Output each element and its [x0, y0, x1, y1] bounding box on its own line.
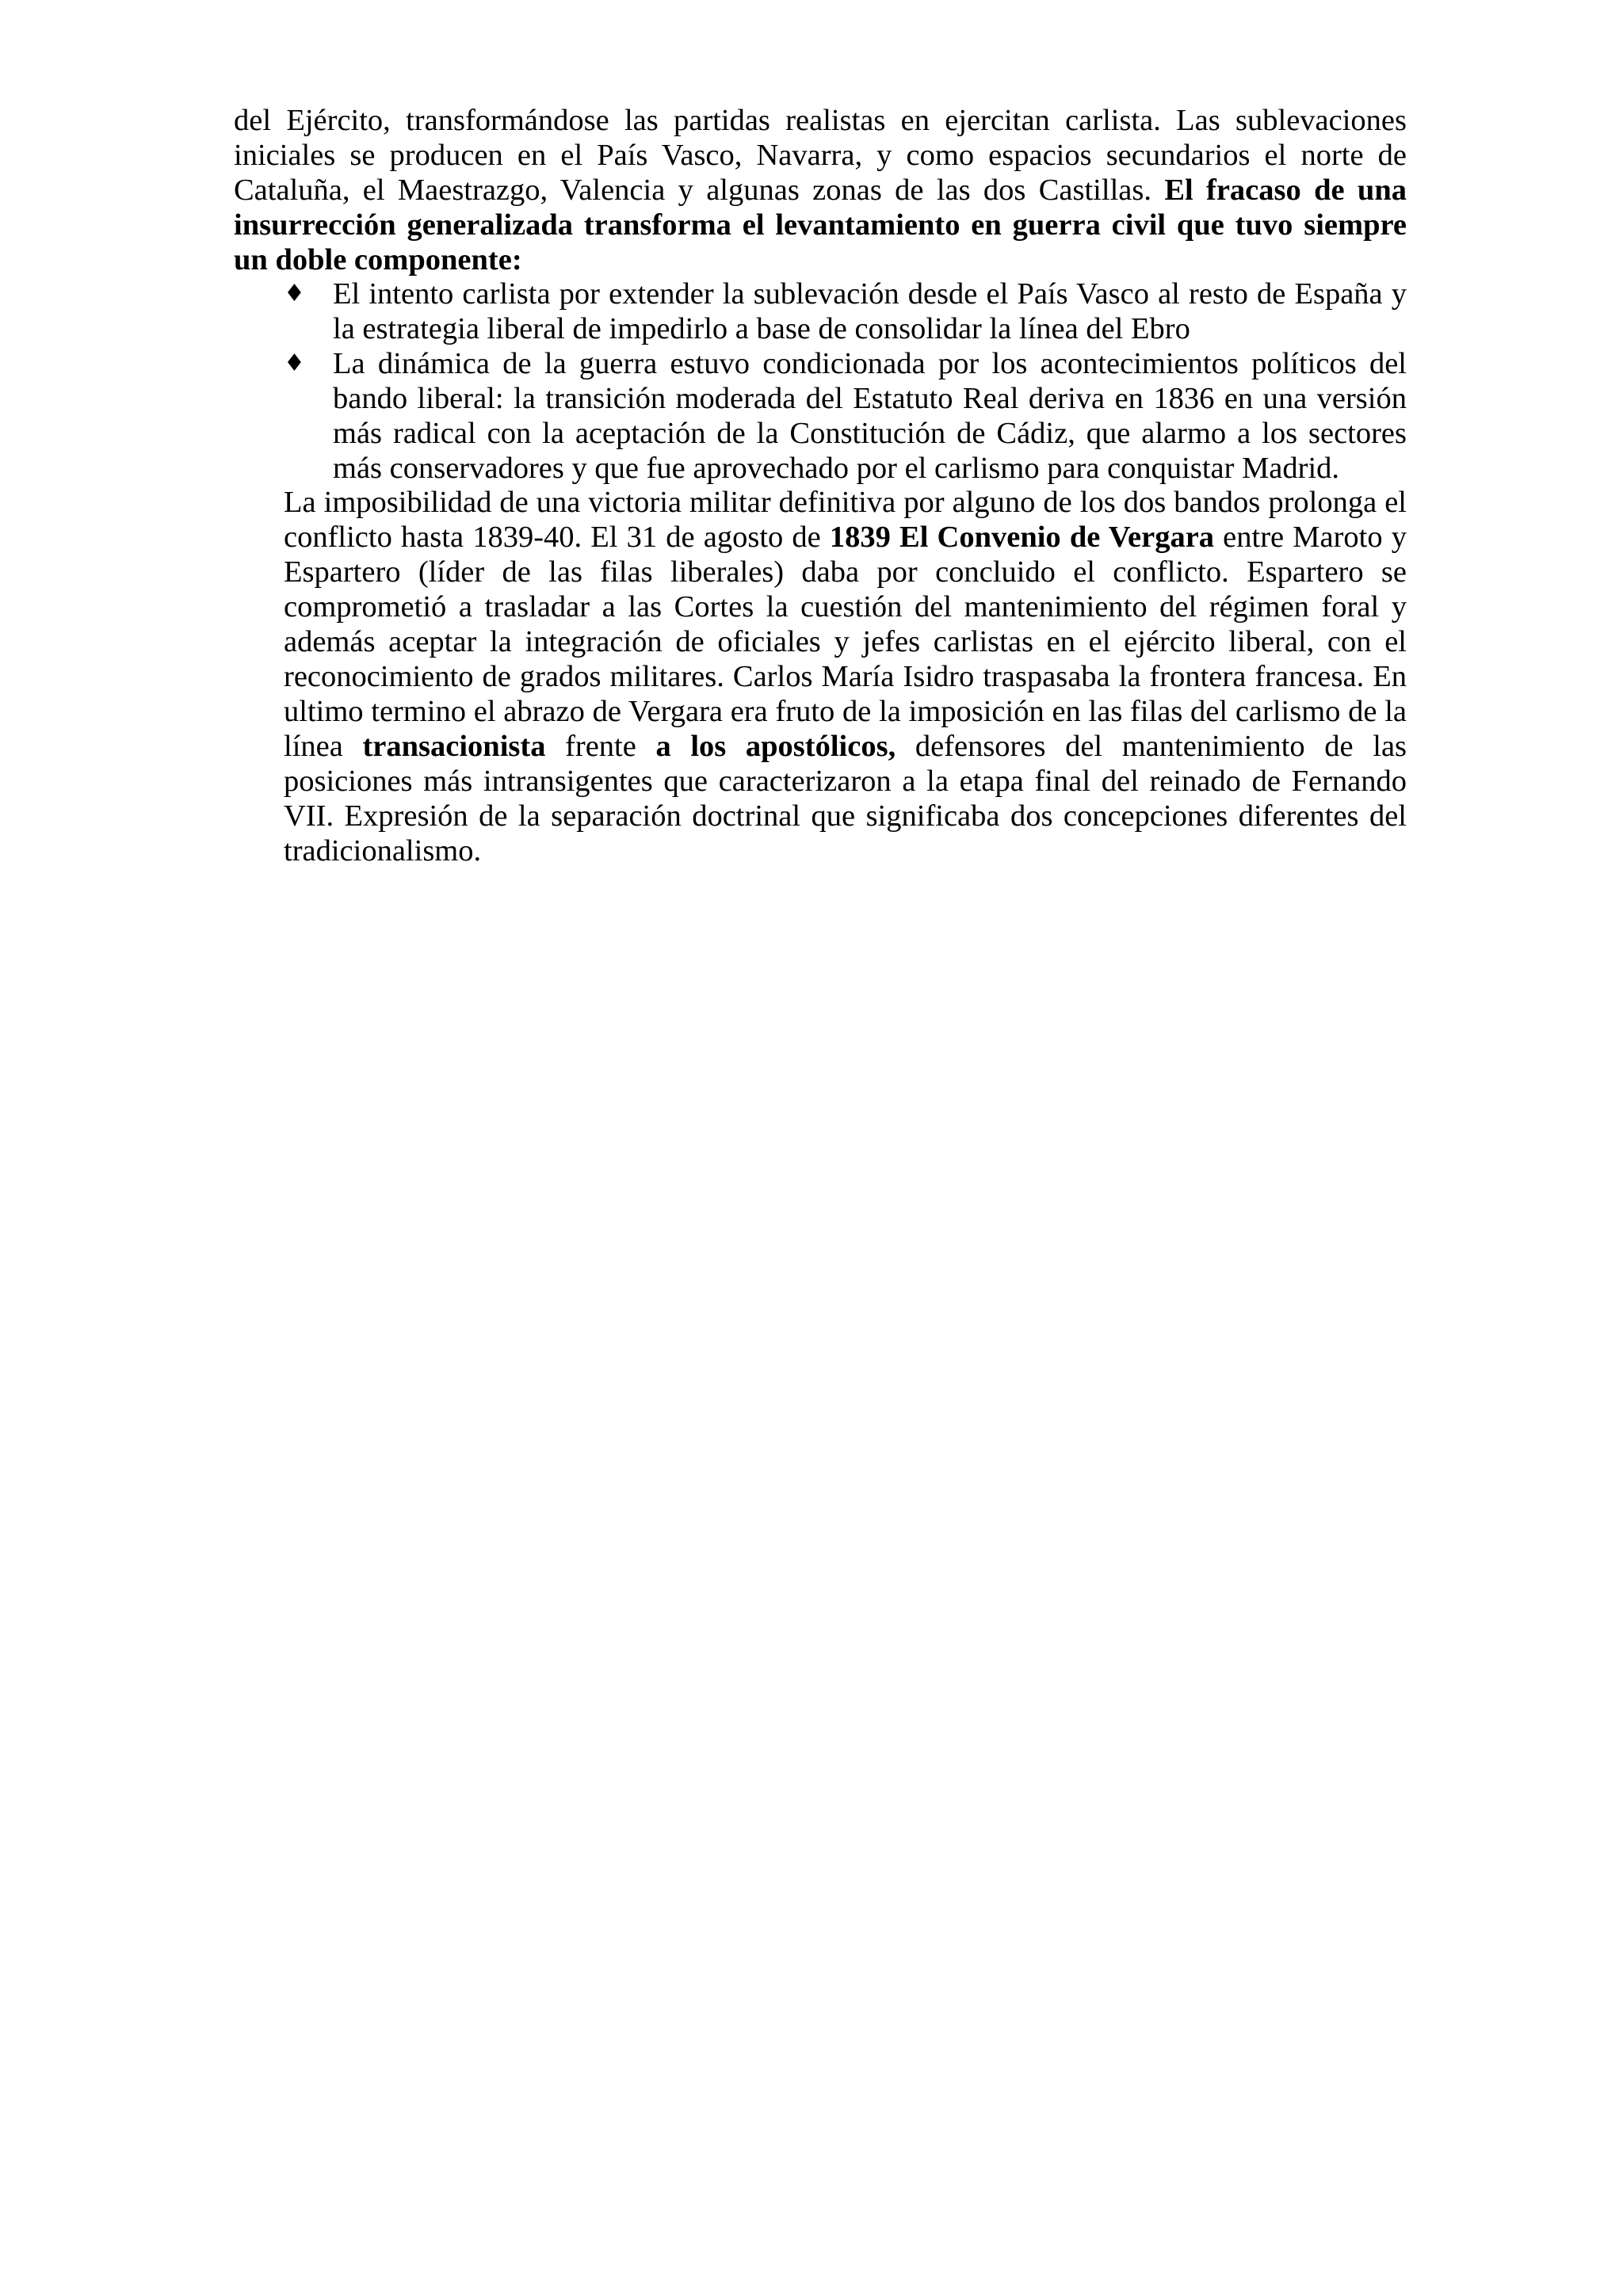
closing-line-8-bold-b: a los apostólicos, — [655, 730, 896, 763]
closing-line-11: tradicionalismo. — [284, 834, 482, 868]
bullet-2-line-1: La dinámica de la guerra estuvo condicionada por los acontecimientos políticos del — [333, 347, 1407, 380]
closing-line-8-text-a: línea — [284, 730, 363, 763]
intro-line-3-text: Cataluña, el Maestrazgo, Valencia y algunas zonas de las dos Castillas. — [234, 174, 1165, 207]
closing-line-8-text-b: frente — [545, 730, 656, 763]
intro-line-5-bold: un doble componente: — [234, 243, 522, 277]
closing-line-7: ultimo termino el abrazo de Vergara era fruto de la imposición en las filas del carlismo de la — [284, 695, 1407, 728]
closing-line-3: Espartero (líder de las filas liberales) daba por concluido el conflicto. Espartero se — [284, 555, 1407, 589]
intro-paragraph — [234, 103, 1407, 277]
intro-line-3-bold: El fracaso de una — [1164, 174, 1407, 207]
closing-paragraph — [284, 485, 1407, 868]
intro-line-2: iniciales se producen en el País Vasco, Navarra, y como espacios secundarios el norte de — [234, 139, 1407, 172]
bullet-item-2 — [284, 346, 1407, 486]
closing-line-2 — [284, 520, 1407, 555]
bullet-2-line-2: bando liberal: la transición moderada del Estatuto Real deriva en 1836 en una versión — [333, 382, 1407, 415]
diamond-bullet-icon: ♦ — [284, 280, 305, 307]
bullet-list — [284, 277, 1407, 486]
closing-line-6: reconocimiento de grados militares. Carlos María Isidro traspasaba la frontera francesa. En — [284, 660, 1407, 693]
closing-line-1: La imposibilidad de una victoria militar definitiva por alguno de los dos bandos prolonga el — [284, 486, 1407, 519]
closing-line-10: VII. Expresión de la separación doctrinal que significaba dos concepciones diferentes del — [284, 799, 1407, 833]
closing-line-8-bold-a: transacionista — [362, 730, 546, 763]
closing-line-9: posiciones más intransigentes que caracterizaron a la etapa final del reinado de Fernando — [284, 765, 1407, 798]
intro-line-3 — [234, 173, 1407, 208]
bullet-2-line-4: más conservadores y que fue aprovechado por el carlismo para conquistar Madrid. — [333, 452, 1340, 485]
closing-line-8-text-c: defensores del mantenimiento de las — [896, 730, 1407, 763]
closing-line-2-text-a: conflicto hasta 1839-40. El 31 de agosto de — [284, 521, 830, 554]
diamond-bullet-icon: ♦ — [284, 349, 305, 377]
closing-line-4: comprometió a trasladar a las Cortes la cuestión del mantenimiento del régimen foral y — [284, 590, 1407, 624]
closing-line-2-bold: 1839 El Convenio de Vergara — [829, 521, 1215, 554]
closing-line-2-text-b: entre Maroto y — [1214, 521, 1407, 554]
intro-line-4-bold: insurrección generalizada transforma el levantamiento en guerra civil que tuvo siempre — [234, 208, 1407, 242]
bullet-1-line-2: la estrategia liberal de impedirlo a base de consolidar la línea del Ebro — [333, 312, 1190, 345]
closing-line-8 — [284, 729, 1407, 764]
intro-line-1: del Ejército, transformándose las partidas realistas en ejercitan carlista. Las sublevaciones — [234, 104, 1407, 137]
bullet-item-1 — [284, 277, 1407, 346]
bullet-1-line-1: El intento carlista por extender la sublevación desde el País Vasco al resto de España y — [333, 277, 1407, 311]
closing-line-5: además aceptar la integración de oficiales y jefes carlistas en el ejército liberal, con el — [284, 625, 1407, 658]
bullet-2-line-3: más radical con la aceptación de la Constitución de Cádiz, que alarmo a los sectores — [333, 417, 1407, 450]
